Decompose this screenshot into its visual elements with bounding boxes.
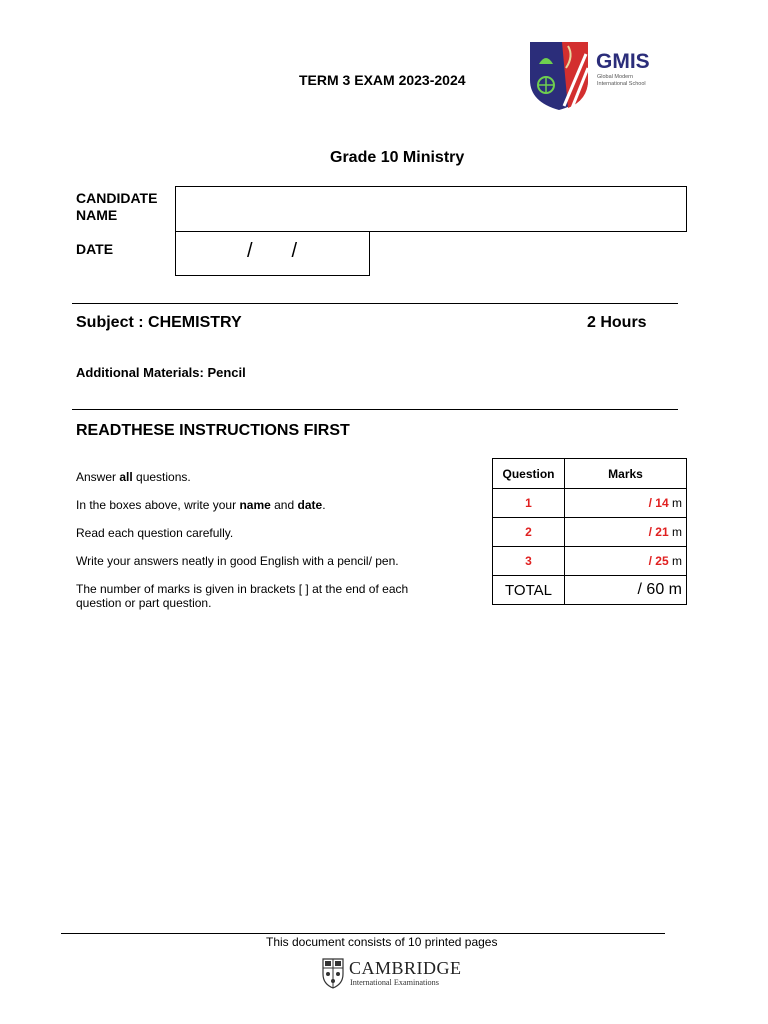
instruction-write-name-date [76, 498, 456, 512]
table-row [493, 518, 687, 547]
marks-value: 14 [655, 496, 669, 510]
marks-value: 21 [655, 525, 669, 539]
cambridge-logo [322, 956, 474, 990]
marks-unit: m [668, 554, 682, 568]
marks-slash: / [648, 525, 656, 539]
candidate-name-label [76, 190, 176, 224]
logo-name: GMIS [596, 50, 650, 73]
divider [72, 409, 678, 410]
instruction-bold: all [119, 470, 133, 484]
instruction-write-neatly: Write your answers neatly in good English with a pencil/ pen. [76, 554, 399, 568]
instruction-text: . [322, 498, 326, 512]
total-value: / 60 m [565, 576, 687, 605]
logo-subtitle-2: International School [597, 81, 646, 87]
cambridge-subtitle: International Examinations [350, 978, 439, 987]
marks-table [492, 458, 687, 605]
instruction-text: Answer [76, 470, 120, 484]
question-marks [565, 547, 687, 576]
col-marks: Marks [565, 459, 687, 489]
divider [72, 303, 678, 304]
col-question: Question [493, 459, 565, 489]
instruction-bold: date [297, 498, 323, 512]
total-row [493, 576, 687, 605]
question-marks [565, 489, 687, 518]
candidate-label-line2: NAME [76, 207, 118, 223]
additional-materials: Additional Materials: Pencil [76, 365, 246, 380]
question-number: 2 [493, 518, 565, 547]
date-separators: / / [247, 240, 298, 262]
instruction-text: and [270, 498, 298, 512]
grade-title: Grade 10 Ministry [330, 149, 465, 166]
table-header-row [493, 459, 687, 489]
marks-value: 25 [655, 554, 669, 568]
marks-slash: / [648, 554, 656, 568]
marks-slash: / [648, 496, 656, 510]
gmis-logo [528, 36, 660, 112]
instruction-text: questions. [132, 470, 191, 484]
table-row [493, 547, 687, 576]
question-marks [565, 518, 687, 547]
instructions-heading: READTHESE INSTRUCTIONS FIRST [76, 422, 350, 439]
exam-title: TERM 3 EXAM 2023-2024 [299, 72, 466, 88]
instruction-marks-brackets: The number of marks is given in brackets [ ] at the end of each question or part question. [76, 582, 409, 610]
candidate-label-line1: CANDIDATE [76, 190, 158, 206]
logo-subtitle-1: Global Modern [597, 74, 634, 80]
instruction-answer-all [76, 470, 456, 484]
table-row [493, 489, 687, 518]
marks-unit: m [668, 496, 682, 510]
marks-unit: m [668, 525, 682, 539]
cambridge-title: CAMBRIDGE [349, 958, 462, 978]
date-label: DATE [76, 241, 114, 257]
instruction-read-carefully: Read each question carefully. [76, 526, 234, 540]
candidate-name-field[interactable] [175, 186, 687, 232]
footer-divider [61, 933, 665, 934]
page-count-note: This document consists of 10 printed pages [266, 935, 498, 949]
total-label: TOTAL [493, 576, 565, 605]
instruction-bold: name [239, 498, 271, 512]
question-number: 1 [493, 489, 565, 518]
subject-label: Subject : CHEMISTRY [76, 314, 242, 331]
exam-duration: 2 Hours [587, 314, 647, 331]
instruction-text: In the boxes above, write your [76, 498, 240, 512]
question-number: 3 [493, 547, 565, 576]
